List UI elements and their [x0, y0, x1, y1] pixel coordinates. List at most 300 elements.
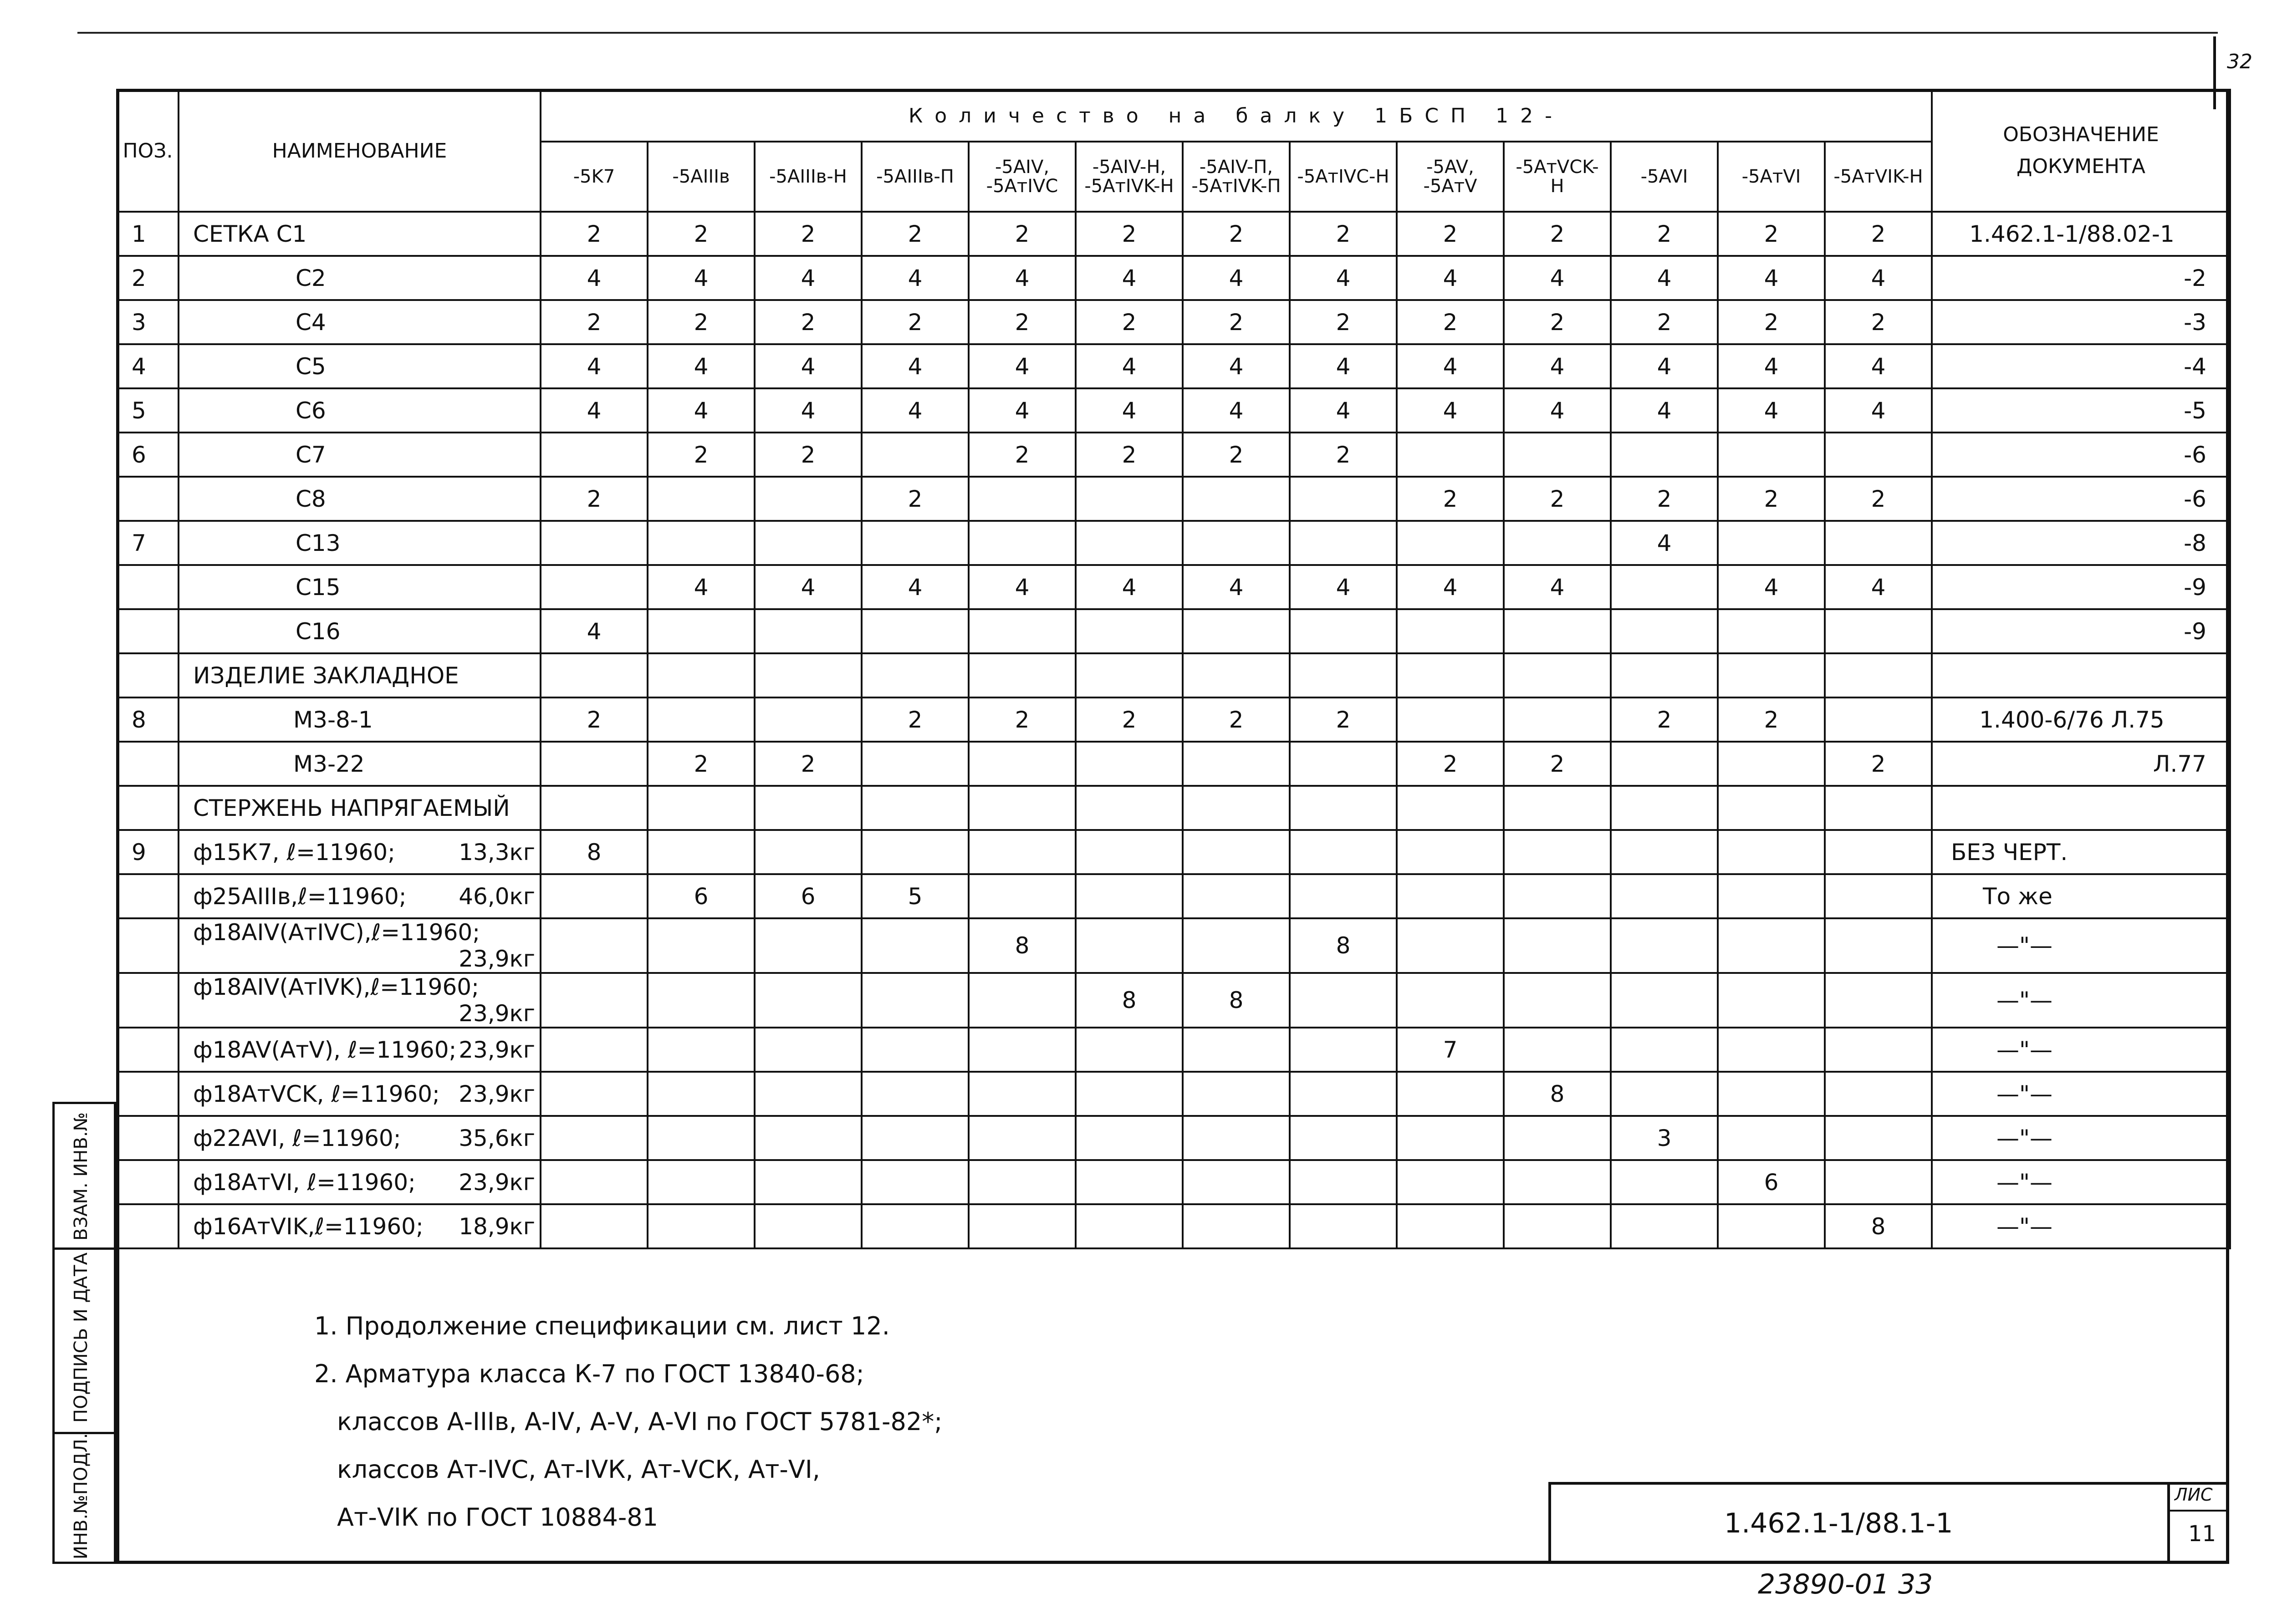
cell-quantity — [648, 1160, 755, 1204]
cell-quantity: 2 — [1397, 477, 1504, 521]
item-name: ИЗДЕЛИЕ ЗАКЛАДНОЕ — [193, 662, 459, 689]
note-line: Ат-VIК по ГОСТ 10884-81 — [337, 1503, 659, 1532]
cell-document: -2 — [1932, 256, 2230, 300]
cell-quantity — [1504, 874, 1611, 918]
table-row — [117, 1204, 2230, 1248]
cell-quantity: 4 — [1290, 344, 1397, 388]
cell-quantity — [755, 1116, 862, 1160]
cell-quantity — [1183, 521, 1290, 565]
item-weight: 35,6кг — [459, 1125, 535, 1151]
cell-name — [179, 609, 541, 653]
table-header — [117, 90, 2230, 212]
cell-quantity: 6 — [648, 874, 755, 918]
cell-quantity: 2 — [541, 300, 648, 344]
cell-quantity — [1397, 609, 1504, 653]
cell-position: 6 — [117, 433, 179, 477]
header-name: НАИМЕНОВАНИЕ — [179, 90, 541, 212]
cell-quantity: 4 — [541, 609, 648, 653]
cell-quantity: 4 — [1076, 256, 1183, 300]
cell-quantity — [1825, 830, 1932, 874]
sign-date-label: ПОДПИСЬ И ДАТА — [71, 1252, 92, 1423]
cell-quantity — [1076, 1204, 1183, 1248]
cell-quantity: 2 — [1611, 300, 1718, 344]
cell-document: —"— — [1932, 1072, 2230, 1116]
cell-quantity: 2 — [1183, 697, 1290, 742]
cell-quantity — [541, 786, 648, 830]
cell-quantity — [1290, 653, 1397, 697]
cell-quantity: 4 — [862, 565, 969, 609]
cell-quantity — [1076, 1028, 1183, 1072]
note-line: 2. Арматура класса К-7 по ГОСТ 13840-68; — [314, 1359, 864, 1388]
cell-name — [179, 521, 541, 565]
cell-quantity — [1611, 742, 1718, 786]
cell-quantity — [1504, 786, 1611, 830]
cell-quantity: 2 — [755, 300, 862, 344]
cell-quantity — [862, 521, 969, 565]
cell-quantity: 8 — [1076, 973, 1183, 1028]
cell-quantity: 2 — [541, 697, 648, 742]
table-row — [117, 609, 2230, 653]
cell-position: 1 — [117, 212, 179, 256]
cell-quantity — [1397, 1204, 1504, 1248]
cell-quantity — [969, 742, 1076, 786]
column-header: -5AIV, -5AтIVC — [969, 142, 1076, 212]
cell-quantity — [862, 1204, 969, 1248]
cell-quantity — [648, 786, 755, 830]
cell-quantity: 6 — [755, 874, 862, 918]
cell-quantity — [862, 1116, 969, 1160]
cell-quantity — [1076, 477, 1183, 521]
cell-document: -6 — [1932, 433, 2230, 477]
cell-quantity: 2 — [1504, 477, 1611, 521]
cell-quantity: 4 — [1504, 344, 1611, 388]
cell-quantity: 4 — [1504, 388, 1611, 433]
cell-quantity — [862, 830, 969, 874]
cell-quantity — [1183, 1204, 1290, 1248]
cell-quantity — [1611, 1072, 1718, 1116]
cell-quantity: 4 — [648, 256, 755, 300]
table-row — [117, 300, 2230, 344]
cell-quantity: 2 — [1397, 300, 1504, 344]
cell-quantity — [1718, 1204, 1825, 1248]
cell-quantity — [541, 565, 648, 609]
cell-quantity — [1825, 697, 1932, 742]
cell-quantity — [755, 973, 862, 1028]
cell-quantity — [1718, 874, 1825, 918]
item-name: ф18AIV(AтIVC),ℓ=11960; — [193, 919, 480, 946]
cell-quantity — [1611, 874, 1718, 918]
item-weight: 18,9кг — [459, 1213, 535, 1240]
cell-quantity — [1718, 1028, 1825, 1072]
cell-position — [117, 742, 179, 786]
table-row — [117, 212, 2230, 256]
table-row — [117, 874, 2230, 918]
cell-quantity: 4 — [1076, 344, 1183, 388]
cell-quantity — [648, 521, 755, 565]
specification-table — [116, 89, 2231, 1249]
cell-quantity: 4 — [1076, 565, 1183, 609]
table-row — [117, 256, 2230, 300]
cell-quantity — [1504, 1160, 1611, 1204]
cell-quantity — [1076, 609, 1183, 653]
document-code: 1.462.1-1/88.1-1 — [1724, 1507, 1953, 1539]
cell-quantity — [755, 1072, 862, 1116]
cell-quantity — [1825, 653, 1932, 697]
cell-document: -5 — [1932, 388, 2230, 433]
cell-position: 4 — [117, 344, 179, 388]
cell-name — [179, 1072, 541, 1116]
item-name: С6 — [296, 397, 326, 424]
cell-quantity — [862, 1028, 969, 1072]
cell-quantity — [755, 918, 862, 973]
cell-quantity: 4 — [541, 256, 648, 300]
cell-quantity — [969, 874, 1076, 918]
cell-quantity: 2 — [1825, 477, 1932, 521]
cell-quantity: 2 — [1397, 212, 1504, 256]
cell-quantity — [755, 1028, 862, 1072]
note-line: 1. Продолжение спецификации см. лист 12. — [314, 1312, 890, 1340]
cell-quantity — [541, 874, 648, 918]
cell-quantity — [648, 1116, 755, 1160]
cell-quantity — [1718, 742, 1825, 786]
table-row — [117, 1160, 2230, 1204]
item-weight: 46,0кг — [459, 883, 535, 910]
item-name: ф25AIIIв,ℓ=11960; — [193, 883, 407, 910]
cell-quantity — [1076, 918, 1183, 973]
cell-position: 7 — [117, 521, 179, 565]
cell-position — [117, 786, 179, 830]
cell-document: -3 — [1932, 300, 2230, 344]
cell-quantity: 4 — [1183, 256, 1290, 300]
header-pos: ПОЗ. — [117, 90, 179, 212]
cell-position — [117, 1028, 179, 1072]
cell-quantity — [862, 1072, 969, 1116]
item-name: М3-22 — [293, 750, 365, 777]
cell-quantity: 2 — [648, 742, 755, 786]
cell-quantity — [1397, 1160, 1504, 1204]
archive-number: 23890-01 33 — [1758, 1568, 1933, 1600]
sheet-label: ЛИС — [2175, 1485, 2213, 1505]
cell-quantity — [1397, 1116, 1504, 1160]
cell-quantity — [1825, 973, 1932, 1028]
cell-quantity — [969, 609, 1076, 653]
table-row — [117, 344, 2230, 388]
item-weight: 23,9кг — [459, 946, 535, 972]
cell-name — [179, 565, 541, 609]
cell-quantity: 4 — [1397, 388, 1504, 433]
table-row — [117, 973, 2230, 1028]
cell-quantity — [1076, 830, 1183, 874]
cell-quantity — [1290, 1204, 1397, 1248]
cell-quantity: 2 — [1718, 697, 1825, 742]
cell-quantity: 4 — [862, 256, 969, 300]
cell-quantity: 5 — [862, 874, 969, 918]
cell-position: 2 — [117, 256, 179, 300]
cell-quantity — [1183, 742, 1290, 786]
cell-quantity: 4 — [1397, 565, 1504, 609]
cell-quantity — [1611, 973, 1718, 1028]
cell-quantity — [1076, 521, 1183, 565]
cell-quantity — [969, 973, 1076, 1028]
cell-quantity — [1183, 830, 1290, 874]
cell-quantity — [969, 653, 1076, 697]
cell-quantity: 4 — [1183, 388, 1290, 433]
cell-quantity: 2 — [862, 697, 969, 742]
cell-quantity — [862, 786, 969, 830]
cell-quantity — [1076, 1072, 1183, 1116]
cell-quantity — [541, 1072, 648, 1116]
cell-quantity — [648, 973, 755, 1028]
title-block — [1548, 1482, 2229, 1564]
cell-quantity — [969, 477, 1076, 521]
cell-document — [1932, 786, 2230, 830]
cell-quantity: 4 — [1504, 565, 1611, 609]
cell-quantity — [862, 918, 969, 973]
cell-quantity — [1611, 1204, 1718, 1248]
cell-quantity — [1290, 477, 1397, 521]
cell-quantity — [541, 1116, 648, 1160]
cell-position — [117, 874, 179, 918]
cell-quantity: 4 — [1825, 344, 1932, 388]
cell-quantity: 4 — [969, 256, 1076, 300]
cell-quantity: 2 — [1718, 300, 1825, 344]
cell-quantity — [1183, 609, 1290, 653]
cell-quantity — [1611, 565, 1718, 609]
cell-quantity — [1825, 786, 1932, 830]
table-row — [117, 565, 2230, 609]
cell-document — [1932, 653, 2230, 697]
cell-quantity — [1397, 697, 1504, 742]
cell-name — [179, 256, 541, 300]
cell-quantity: 8 — [1504, 1072, 1611, 1116]
cell-quantity: 2 — [1183, 433, 1290, 477]
cell-quantity: 2 — [648, 433, 755, 477]
cell-quantity: 2 — [1076, 433, 1183, 477]
cell-quantity — [1504, 973, 1611, 1028]
cell-quantity — [969, 1160, 1076, 1204]
cell-name — [179, 742, 541, 786]
item-name: С15 — [296, 574, 341, 601]
cell-quantity: 2 — [1183, 300, 1290, 344]
table-row — [117, 521, 2230, 565]
cell-name — [179, 973, 541, 1028]
cell-quantity: 2 — [1825, 300, 1932, 344]
cell-quantity: 4 — [541, 388, 648, 433]
cell-quantity — [541, 918, 648, 973]
cell-quantity — [1611, 1160, 1718, 1204]
cell-quantity — [1718, 918, 1825, 973]
cell-quantity — [1718, 653, 1825, 697]
cell-quantity — [1504, 1028, 1611, 1072]
item-name: С4 — [296, 309, 326, 336]
column-header: -5AIIIв — [648, 142, 755, 212]
note-line: классов А-IIIв, А-IV, А-V, А-VI по ГОСТ 5781-82*; — [337, 1407, 943, 1436]
cell-name — [179, 1204, 541, 1248]
item-name: С2 — [296, 265, 326, 291]
cell-quantity — [648, 918, 755, 973]
cell-quantity — [1397, 1072, 1504, 1116]
cell-quantity: 2 — [1290, 697, 1397, 742]
cell-quantity: 2 — [969, 212, 1076, 256]
cell-quantity — [1397, 786, 1504, 830]
item-name: ф22AVI, ℓ=11960; — [193, 1125, 401, 1151]
column-header: -5AIV-П, -5AтIVK-П — [1183, 142, 1290, 212]
cell-quantity — [1290, 786, 1397, 830]
cell-position — [117, 1160, 179, 1204]
sheet-box — [2167, 1485, 2229, 1564]
cell-quantity — [1504, 918, 1611, 973]
cell-quantity — [1504, 1204, 1611, 1248]
cell-quantity — [755, 521, 862, 565]
cell-quantity: 4 — [1825, 565, 1932, 609]
cell-quantity — [1290, 973, 1397, 1028]
approval-strip — [52, 1102, 116, 1564]
cell-quantity: 4 — [862, 388, 969, 433]
cell-quantity: 2 — [1290, 433, 1397, 477]
header-document: ОБОЗНАЧЕНИЕ ДОКУМЕНТА — [1932, 90, 2230, 212]
table-row — [117, 786, 2230, 830]
cell-quantity: 2 — [1076, 697, 1183, 742]
inv-orig-label: ИНВ.№ПОДЛ. — [71, 1433, 92, 1559]
item-name: С7 — [296, 441, 326, 468]
cell-document: 1.400-6/76 Л.75 — [1932, 697, 2230, 742]
cell-quantity: 2 — [1290, 212, 1397, 256]
cell-quantity — [1183, 874, 1290, 918]
cell-quantity: 2 — [648, 212, 755, 256]
cell-quantity — [1076, 874, 1183, 918]
cell-quantity: 4 — [1611, 344, 1718, 388]
cell-name — [179, 300, 541, 344]
cell-position: 3 — [117, 300, 179, 344]
cell-name — [179, 653, 541, 697]
cell-quantity — [1076, 786, 1183, 830]
cell-position — [117, 609, 179, 653]
cell-quantity — [648, 609, 755, 653]
cell-quantity: 2 — [1611, 697, 1718, 742]
cell-quantity: 2 — [755, 433, 862, 477]
item-name: С16 — [296, 618, 341, 645]
cell-quantity: 4 — [755, 344, 862, 388]
cell-position — [117, 477, 179, 521]
cell-quantity — [1718, 433, 1825, 477]
cell-position: 9 — [117, 830, 179, 874]
item-weight: 23,9кг — [459, 1000, 535, 1027]
item-weight: 23,9кг — [459, 1169, 535, 1196]
cell-quantity: 4 — [1718, 256, 1825, 300]
cell-quantity — [969, 1072, 1076, 1116]
cell-quantity: 4 — [862, 344, 969, 388]
cell-quantity: 8 — [969, 918, 1076, 973]
cell-quantity — [1290, 521, 1397, 565]
cell-quantity — [1397, 973, 1504, 1028]
cell-quantity — [541, 653, 648, 697]
cell-quantity: 2 — [1076, 300, 1183, 344]
cell-quantity — [1183, 786, 1290, 830]
corner-sheet-number: 32 — [2227, 50, 2252, 73]
item-name: СЕТКА С1 — [193, 220, 307, 247]
cell-document: —"— — [1932, 973, 2230, 1028]
cell-quantity — [541, 742, 648, 786]
cell-position: 8 — [117, 697, 179, 742]
cell-quantity: 4 — [1290, 256, 1397, 300]
cell-quantity: 2 — [541, 212, 648, 256]
cell-document: БЕЗ ЧЕРТ. — [1932, 830, 2230, 874]
cell-quantity — [648, 477, 755, 521]
sheet-number: 11 — [2188, 1521, 2216, 1547]
item-name: ф18AIV(AтIVK),ℓ=11960; — [193, 974, 479, 1000]
cell-quantity — [1611, 433, 1718, 477]
cell-quantity — [1611, 609, 1718, 653]
cell-position: 5 — [117, 388, 179, 433]
cell-quantity — [1183, 477, 1290, 521]
cell-quantity — [648, 1204, 755, 1248]
cell-name — [179, 477, 541, 521]
cell-quantity: 4 — [969, 565, 1076, 609]
cell-quantity: 2 — [969, 300, 1076, 344]
cell-name — [179, 344, 541, 388]
cell-quantity: 4 — [1718, 388, 1825, 433]
cell-quantity — [1718, 609, 1825, 653]
cell-document: То же — [1932, 874, 2230, 918]
cell-quantity: 2 — [1397, 742, 1504, 786]
cell-quantity: 2 — [1611, 212, 1718, 256]
item-name: СТЕРЖЕНЬ НАПРЯГАЕМЫЙ — [193, 794, 510, 821]
cell-quantity — [1290, 742, 1397, 786]
cell-quantity — [1076, 1116, 1183, 1160]
cell-quantity: 2 — [969, 697, 1076, 742]
table-row — [117, 697, 2230, 742]
table-row — [117, 918, 2230, 973]
column-header: -5AтVCK-Н — [1504, 142, 1611, 212]
table-row — [117, 433, 2230, 477]
item-name: С5 — [296, 353, 326, 380]
cell-quantity: 2 — [755, 212, 862, 256]
cell-name — [179, 212, 541, 256]
item-name: ф15К7, ℓ=11960; — [193, 839, 395, 865]
cell-quantity — [1183, 1160, 1290, 1204]
cell-quantity: 2 — [862, 212, 969, 256]
cell-quantity — [1290, 1028, 1397, 1072]
cell-quantity: 4 — [1076, 388, 1183, 433]
cell-quantity: 4 — [1825, 256, 1932, 300]
item-name: ф16AтVIK,ℓ=11960; — [193, 1213, 424, 1240]
cell-quantity — [969, 830, 1076, 874]
cell-quantity — [1825, 874, 1932, 918]
cell-quantity — [1183, 653, 1290, 697]
cell-quantity — [1718, 521, 1825, 565]
cell-quantity — [1825, 1160, 1932, 1204]
cell-quantity: 4 — [755, 256, 862, 300]
notes — [314, 1302, 942, 1541]
cell-quantity — [1397, 918, 1504, 973]
cell-quantity — [969, 1204, 1076, 1248]
cell-quantity: 2 — [1076, 212, 1183, 256]
cell-name — [179, 1116, 541, 1160]
cell-quantity — [755, 697, 862, 742]
cell-quantity — [969, 1116, 1076, 1160]
cell-document: —"— — [1932, 918, 2230, 973]
cell-quantity: 2 — [1718, 212, 1825, 256]
cell-document: -9 — [1932, 609, 2230, 653]
table-row — [117, 653, 2230, 697]
table-row — [117, 388, 2230, 433]
cell-quantity: 2 — [648, 300, 755, 344]
cell-name — [179, 786, 541, 830]
cell-document: —"— — [1932, 1204, 2230, 1248]
cell-quantity: 4 — [648, 388, 755, 433]
cell-document: —"— — [1932, 1160, 2230, 1204]
cell-document: 1.462.1-1/88.02-1 — [1932, 212, 2230, 256]
